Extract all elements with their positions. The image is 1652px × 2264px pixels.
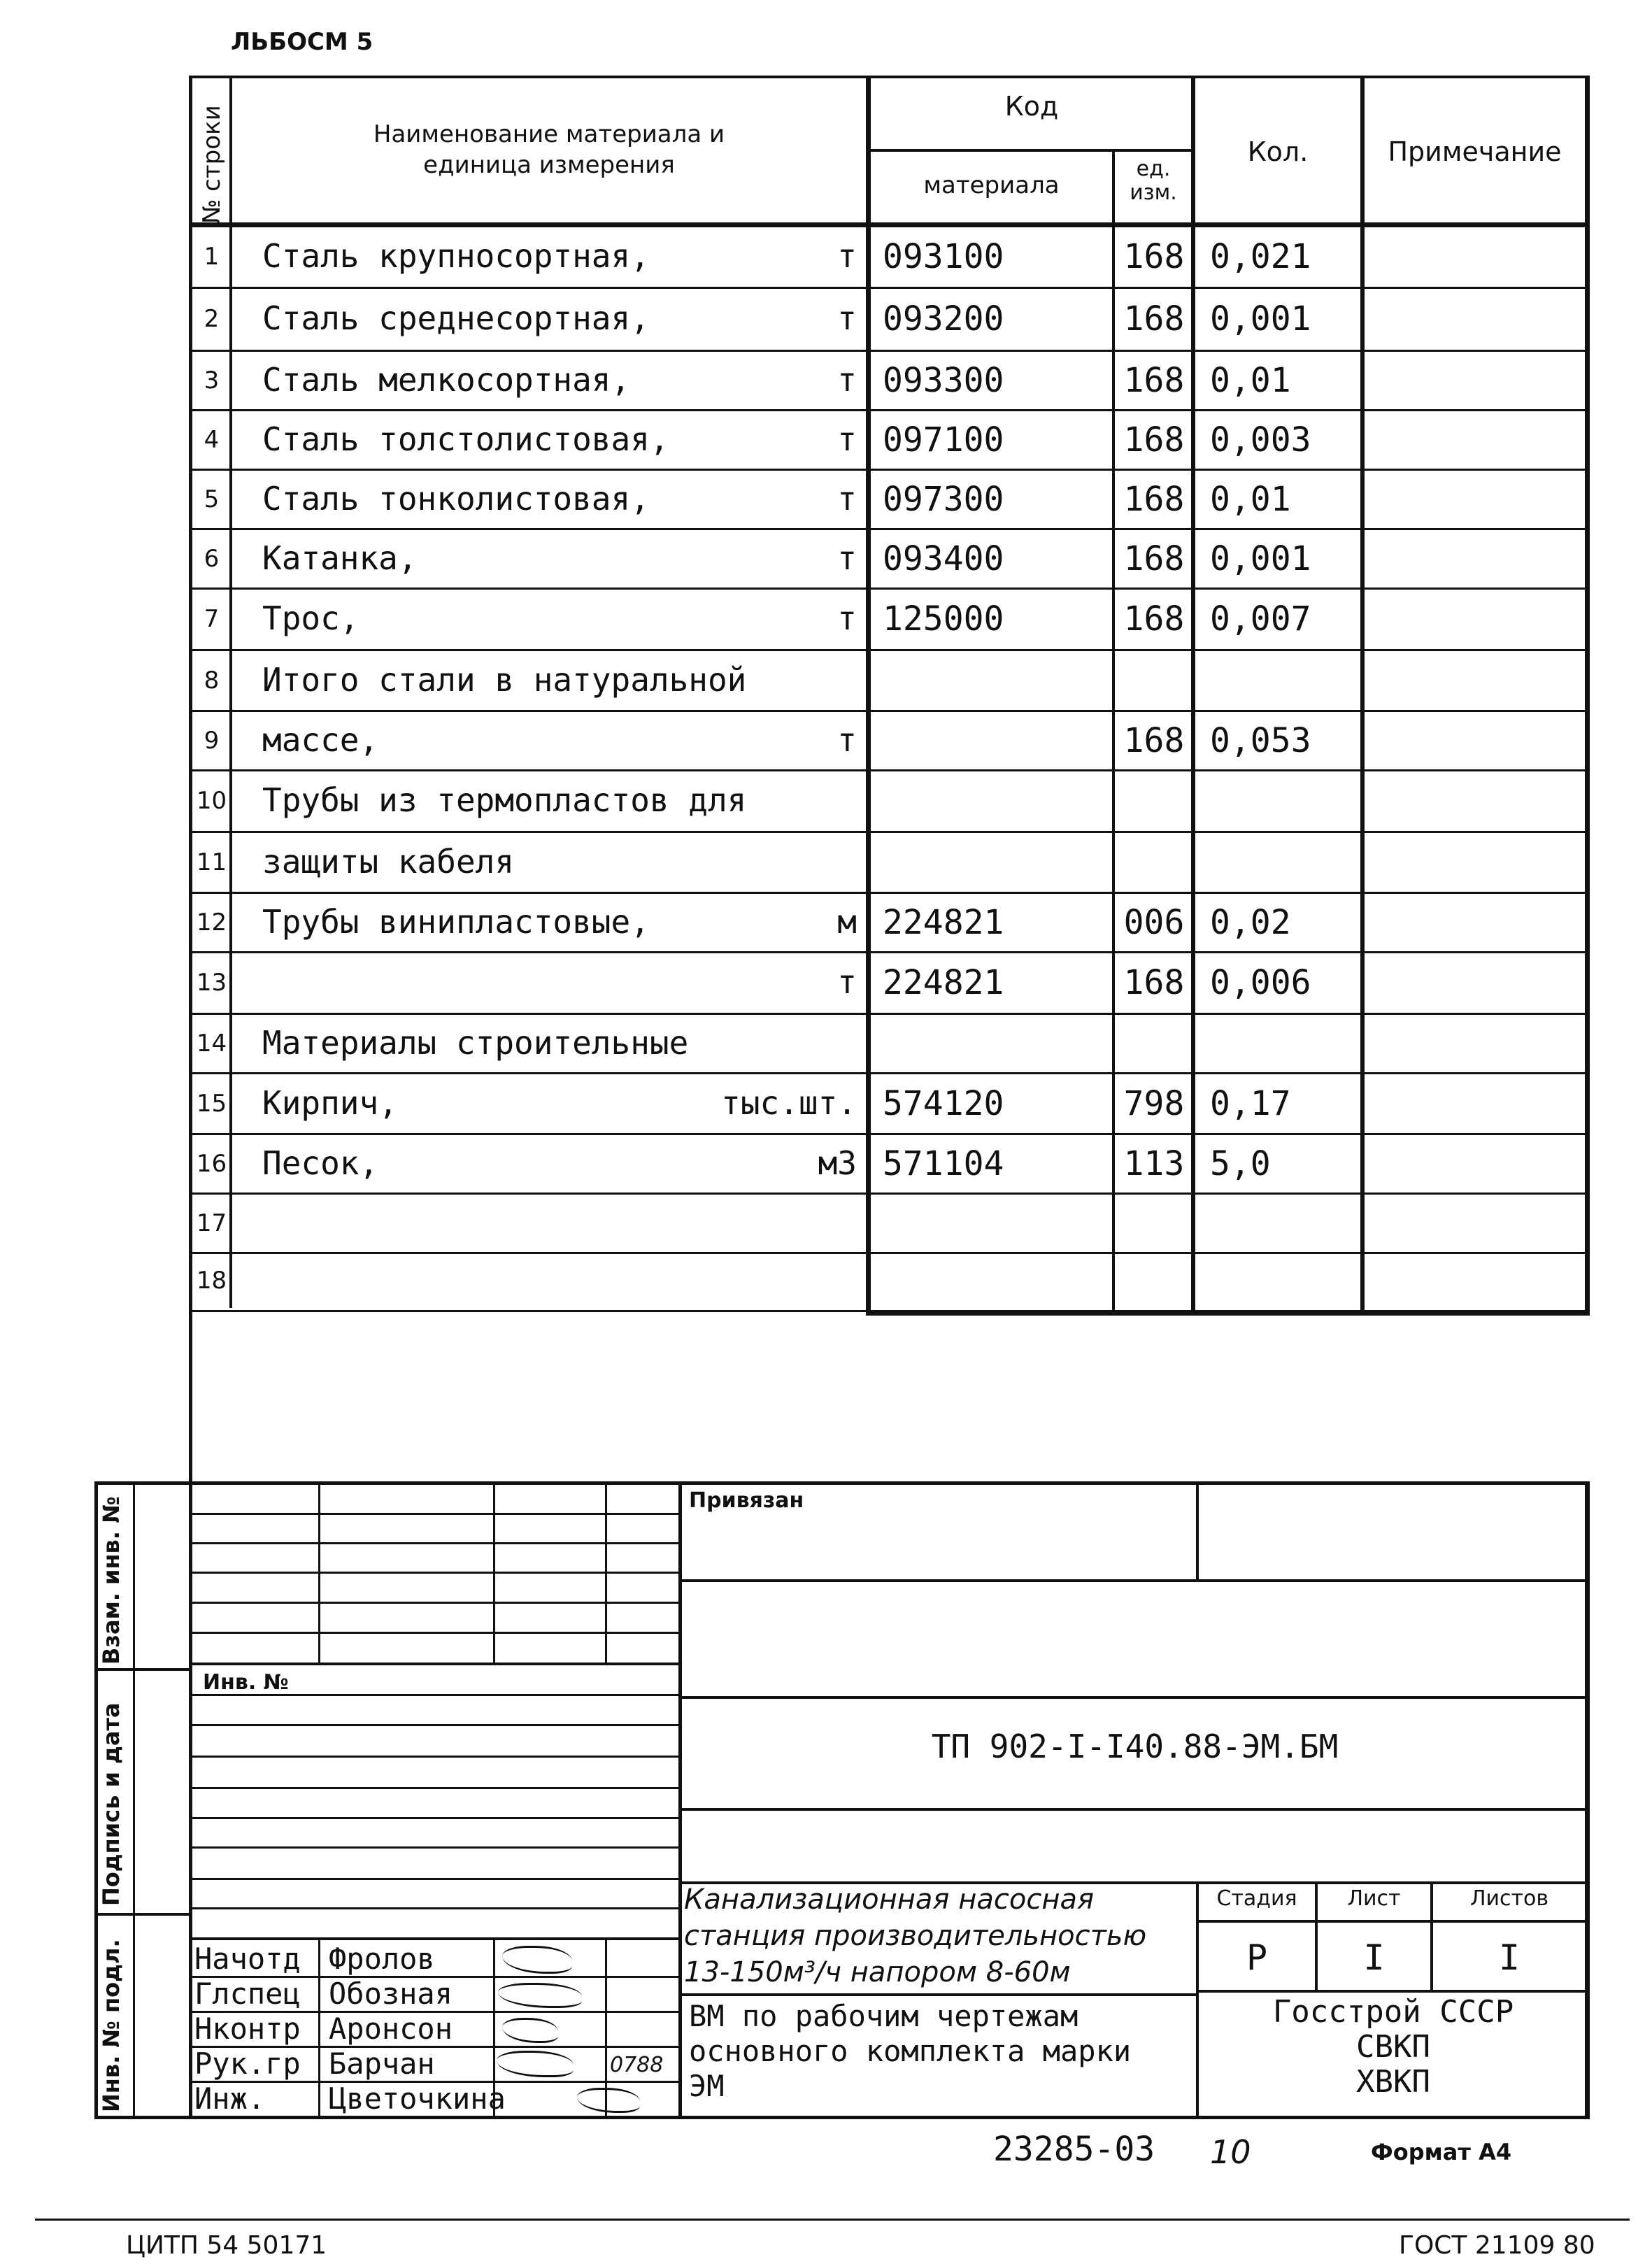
material-name: Трубы из термопластов для — [262, 781, 747, 819]
footer-number: 23285-03 — [993, 2130, 1155, 2169]
header-qty: Кол. — [1247, 136, 1309, 167]
doc-code: ТП 902-I-I40.88-ЭМ.БМ — [931, 1728, 1339, 1765]
signatory-role: Глспец — [194, 1977, 301, 2011]
material-name: Сталь среднесортная, — [262, 299, 650, 337]
quantity: 0,17 — [1210, 1083, 1291, 1123]
signature-tsvetochkina — [577, 2088, 640, 2113]
material-name: Песок, — [262, 1144, 379, 1182]
header-row-no: № строки — [198, 105, 226, 224]
quantity: 0,001 — [1210, 299, 1311, 339]
signature-oboznaya — [498, 1983, 582, 2008]
material-unit: т — [837, 720, 857, 759]
material-name: Материалы строительные — [262, 1023, 689, 1062]
material-unit: т — [837, 237, 857, 275]
material-name: Трос, — [262, 599, 359, 637]
sign-date: 0788 — [610, 2053, 664, 2077]
signatory-name: Цветочкина — [329, 2081, 506, 2116]
title-handwritten: Канализационная насосная станция производительностью 13-150м³/ч напором 8-60м — [684, 1884, 1147, 1988]
material-unit: т — [837, 420, 857, 458]
material-name: массе, — [262, 720, 379, 759]
material-code: 574120 — [883, 1083, 1004, 1123]
material-code: 093400 — [883, 539, 1004, 578]
row-number: 11 — [196, 848, 227, 876]
unit-code: 113 — [1123, 1144, 1185, 1183]
quantity: 0,053 — [1210, 720, 1311, 760]
sheet-label: Лист — [1347, 1886, 1401, 1911]
material-unit: т — [837, 299, 857, 337]
material-name: защиты кабеля — [262, 842, 515, 881]
header-unit: ед. изм. — [1130, 157, 1177, 205]
signatory-name: Аронсон — [329, 2012, 453, 2046]
quantity: 0,01 — [1210, 479, 1291, 519]
row-number: 5 — [204, 485, 220, 513]
unit-code: 168 — [1123, 420, 1185, 460]
footer-page: 10 — [1210, 2133, 1251, 2171]
row-number: 6 — [204, 544, 220, 573]
row-number: 18 — [196, 1267, 227, 1295]
quantity: 0,01 — [1210, 360, 1291, 400]
quantity: 0,003 — [1210, 420, 1311, 460]
organization: Госстрой СССР СВКП ХВКП — [1272, 1994, 1514, 2100]
quantity: 0,001 — [1210, 539, 1311, 578]
row-number: 9 — [204, 726, 220, 755]
row-number: 8 — [204, 666, 220, 695]
row-number: 15 — [196, 1089, 227, 1118]
material-code: 224821 — [883, 902, 1004, 942]
footer-left: ЦИТП 54 50171 — [126, 2231, 327, 2260]
row-number: 13 — [196, 969, 227, 997]
material-name: Сталь мелкосортная, — [262, 360, 631, 399]
signature-barchan — [497, 2051, 574, 2077]
signatory-role: Рук.гр — [194, 2046, 301, 2081]
sheets-value: I — [1498, 1937, 1521, 1978]
material-unit: т — [837, 479, 857, 518]
material-code: 093200 — [883, 299, 1004, 339]
signatory-role: Начотд — [194, 1942, 301, 1976]
material-name: Кирпич, — [262, 1083, 398, 1122]
sheet-value: I — [1363, 1937, 1385, 1978]
material-name: Итого стали в натуральной — [262, 660, 747, 699]
material-code: 571104 — [883, 1144, 1004, 1183]
signatory-name: Фролов — [329, 1942, 435, 1976]
footer-right: ГОСТ 21109 80 — [1399, 2231, 1595, 2260]
row-number: 12 — [196, 908, 227, 937]
row-number: 2 — [204, 305, 220, 333]
material-unit: тыс.шт. — [721, 1083, 857, 1122]
inv-label: Инв. № — [203, 1670, 289, 1695]
unit-code: 168 — [1123, 299, 1185, 339]
side-vzam-inv: Взам. инв. № — [98, 1496, 124, 1665]
row-number: 7 — [204, 605, 220, 633]
material-code: 093100 — [883, 237, 1004, 276]
material-code: 125000 — [883, 599, 1004, 639]
material-code: 097100 — [883, 420, 1004, 460]
material-code: 097300 — [883, 479, 1004, 519]
quantity: 0,007 — [1210, 599, 1311, 639]
unit-code: 168 — [1123, 360, 1185, 400]
unit-code: 168 — [1123, 599, 1185, 639]
stage-label: Стадия — [1216, 1886, 1297, 1911]
material-unit: т — [837, 360, 857, 399]
header-name: Наименование материала и единица измерения — [373, 120, 725, 179]
side-inv-podl: Инв. № подл. — [98, 1939, 124, 2112]
quantity: 5,0 — [1210, 1144, 1271, 1183]
unit-code: 168 — [1123, 237, 1185, 276]
stage-value: Р — [1246, 1937, 1268, 1978]
footer-format: Формат А4 — [1371, 2139, 1512, 2165]
material-name: Катанка, — [262, 539, 418, 577]
material-unit: м3 — [818, 1144, 857, 1182]
signature-frolov — [502, 1946, 572, 1974]
side-podpis-data: Подпись и дата — [98, 1702, 124, 1906]
unit-code: 168 — [1123, 479, 1185, 519]
row-number: 4 — [204, 425, 220, 454]
unit-code: 168 — [1123, 963, 1185, 1002]
row-number: 14 — [196, 1029, 227, 1058]
signature-aronson — [502, 2018, 558, 2043]
row-number: 16 — [196, 1149, 227, 1178]
signatory-name: Обозная — [329, 1977, 453, 2011]
row-number: 3 — [204, 366, 220, 394]
privyazan-label: Привязан — [689, 1488, 804, 1513]
material-unit: т — [837, 599, 857, 637]
row-number: 17 — [196, 1209, 227, 1237]
unit-code: 798 — [1123, 1083, 1185, 1123]
row-number: 1 — [204, 243, 220, 271]
material-name: Трубы винипластовые, — [262, 902, 650, 941]
quantity: 0,006 — [1210, 963, 1311, 1002]
material-name: Сталь тонколистовая, — [262, 479, 650, 518]
unit-code: 168 — [1123, 539, 1185, 578]
unit-code: 168 — [1123, 720, 1185, 760]
material-name: Сталь толстолистовая, — [262, 420, 669, 458]
header-code: Код — [1004, 91, 1059, 122]
material-unit: м — [837, 902, 857, 941]
material-code: 224821 — [883, 963, 1004, 1002]
quantity: 0,021 — [1210, 237, 1311, 276]
doc-description: ВМ по рабочим чертежам основного комплекта марки ЭМ — [689, 1999, 1132, 2103]
signatory-role: Нконтр — [194, 2012, 301, 2046]
unit-code: 006 — [1123, 902, 1185, 942]
signatory-name: Барчан — [329, 2046, 435, 2081]
quantity: 0,02 — [1210, 902, 1291, 942]
header-note: Примечание — [1388, 136, 1562, 167]
page-top-fragment: ЛЬБОСМ 5 — [231, 28, 373, 56]
material-name: Сталь крупносортная, — [262, 237, 650, 275]
material-code: 093300 — [883, 360, 1004, 400]
material-unit: т — [837, 539, 857, 577]
sheets-label: Листов — [1469, 1886, 1549, 1911]
header-material: материала — [923, 171, 1060, 199]
row-number: 10 — [196, 787, 227, 815]
signatory-role: Инж. — [194, 2081, 266, 2116]
material-unit: т — [837, 963, 857, 1001]
